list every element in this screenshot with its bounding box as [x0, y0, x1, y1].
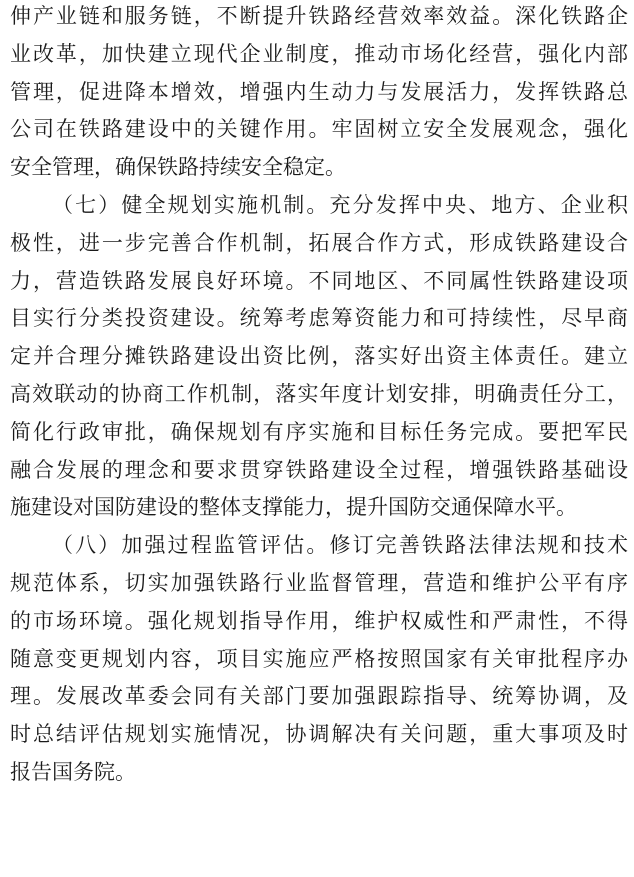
text-line: （七）健全规划实施机制。充分发挥中央、地方、企业积 — [52, 192, 628, 217]
text-line: 业改革，加快建立现代企业制度，推动市场化经营，强化内部 — [10, 41, 628, 66]
text-line: 的市场环境。强化规划指导作用，维护权威性和严肃性，不得 — [10, 608, 628, 633]
text-line: 融合发展的理念和要求贯穿铁路建设全过程，增强铁路基础设 — [10, 457, 628, 482]
text-line: 规范体系，切实加强铁路行业监督管理，营造和维护公平有序 — [10, 570, 628, 595]
text-line: 随意变更规划内容，项目实施应严格按照国家有关审批程序办 — [10, 646, 628, 671]
paragraph-1 — [10, 0, 628, 187]
text-line: 时总结评估规划实施情况，协调解决有关问题，重大事项及时 — [10, 722, 628, 747]
text-line: 施建设对国防建设的整体支撑能力，提升国防交通保障水平。 — [10, 495, 577, 520]
paragraph-7 — [10, 187, 628, 527]
text-line: 力，营造铁路发展良好环境。不同地区、不同属性铁路建设项 — [10, 268, 628, 293]
text-line: 理。发展改革委会同有关部门要加强跟踪指导、统筹协调，及 — [10, 684, 628, 709]
text-line: 定并合理分摊铁路建设出资比例，落实好出资主体责任。建立 — [10, 344, 628, 369]
text-line: 极性，进一步完善合作机制，拓展合作方式，形成铁路建设合 — [10, 230, 628, 255]
text-line: 高效联动的协商工作机制，落实年度计划安排，明确责任分工， — [10, 381, 628, 406]
text-line: 安全管理，确保铁路持续安全稳定。 — [10, 155, 346, 180]
text-line: （八）加强过程监管评估。修订完善铁路法律法规和技术 — [52, 533, 628, 558]
text-line: 报告国务院。 — [10, 759, 136, 784]
text-line: 伸产业链和服务链，不断提升铁路经营效率效益。深化铁路企 — [10, 4, 628, 28]
text-line: 目实行分类投资建设。统筹考虑筹资能力和可持续性，尽早商 — [10, 306, 628, 331]
paragraph-8 — [10, 527, 628, 792]
text-line: 公司在铁路建设中的关键作用。牢固树立安全发展观念，强化 — [10, 117, 628, 142]
text-line: 管理，促进降本增效，增强内生动力与发展活力，发挥铁路总 — [10, 79, 628, 104]
text-line: 简化行政审批，确保规划有序实施和目标任务完成。要把军民 — [10, 419, 628, 444]
